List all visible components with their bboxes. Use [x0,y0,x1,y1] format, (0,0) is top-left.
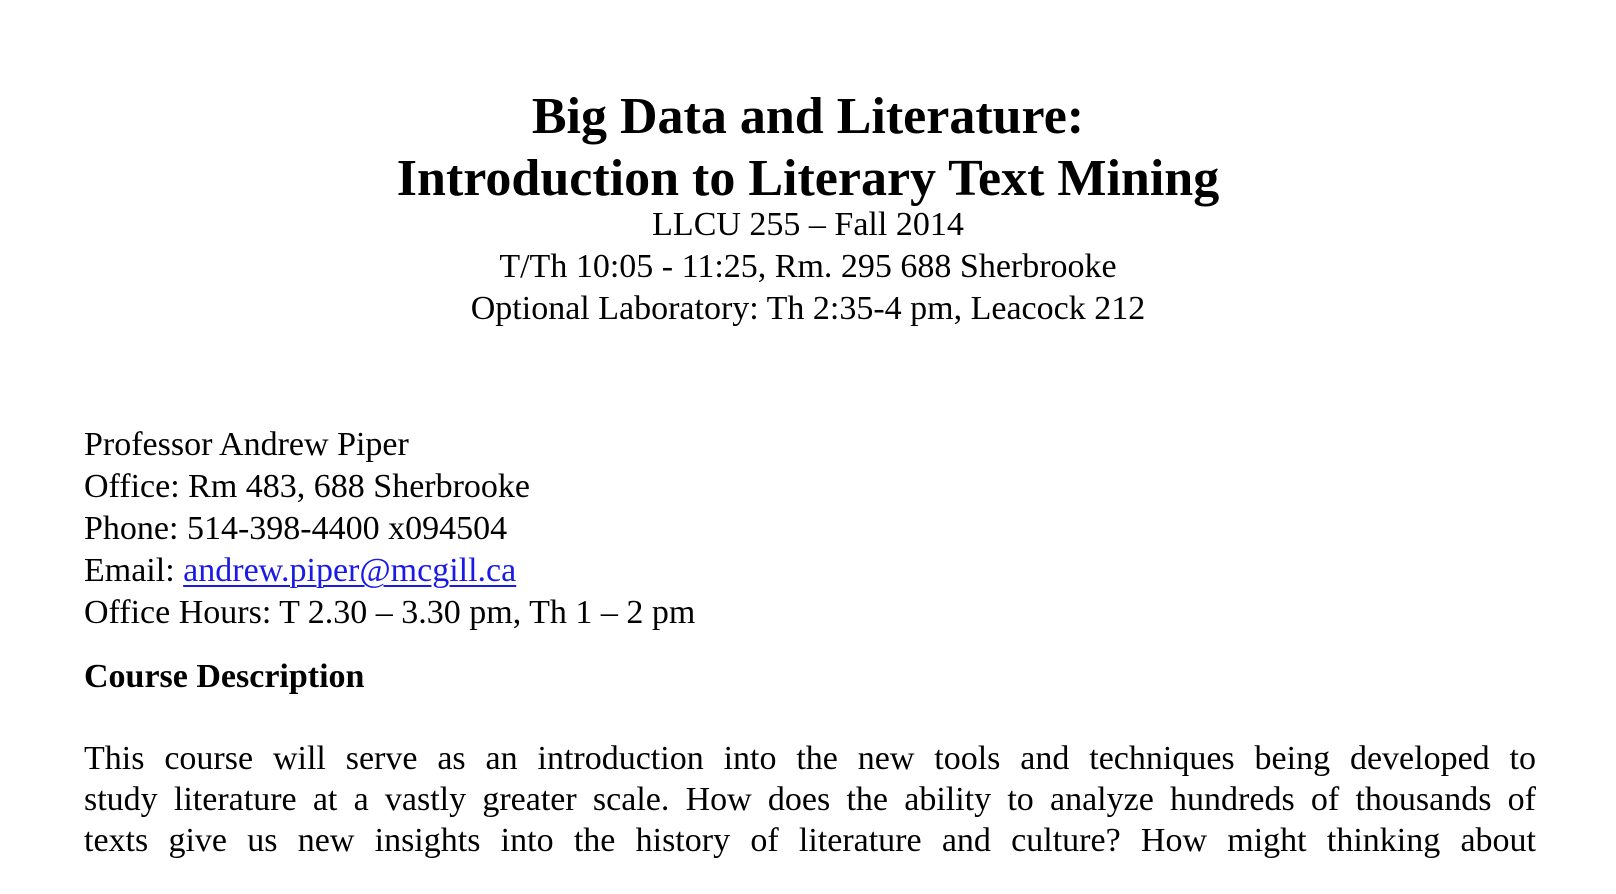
title-line-1: Big Data and Literature: [531,88,1085,145]
course-description-heading: Course Description [84,658,365,695]
description-line: study literature at a vastly greater scale. How does the ability to analyze hundreds of thousands of [84,781,1536,818]
lab-schedule: Optional Laboratory: Th 2:35-4 pm, Leacock 212 [470,290,1146,327]
course-description-body [84,738,1536,861]
course-code: LLCU 255 – Fall 2014 [652,206,964,243]
contact-block [84,424,1544,634]
description-line: texts give us new insights into the history of literature and culture? How might thinking about [84,822,1536,859]
description-line: This course will serve as an introduction into the new tools and techniques being developed to [84,740,1536,777]
title-line-2: Introduction to Literary Text Mining [396,150,1220,207]
email-line [84,550,1544,592]
office-hours: Office Hours: T 2.30 – 3.30 pm, Th 1 – 2 pm [84,594,696,631]
email-link[interactable]: andrew.piper@mcgill.ca [183,552,517,589]
document-header [0,86,1616,330]
office-location: Office: Rm 483, 688 Sherbrooke [84,468,531,505]
phone-number: Phone: 514-398-4400 x094504 [84,510,508,547]
email-label: Email: [84,552,184,589]
professor-name: Professor Andrew Piper [84,426,409,463]
class-schedule: T/Th 10:05 - 11:25, Rm. 295 688 Sherbrooke [499,248,1117,285]
